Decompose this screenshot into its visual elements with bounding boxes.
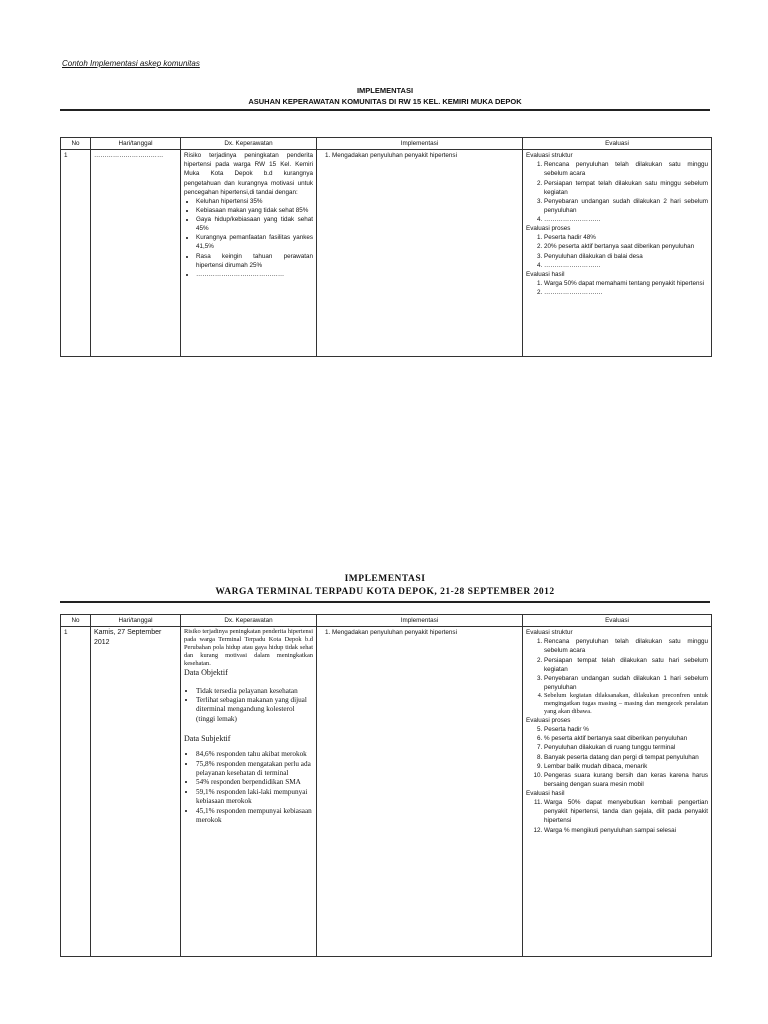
evaluation-result-list — [526, 279, 708, 297]
header-evaluation: Evaluasi — [523, 615, 712, 627]
table-header-row — [61, 138, 712, 150]
list-item: 1. Mengadakan penyuluhan penyakit hipertensi — [332, 151, 519, 160]
list-item: 8. Banyak peserta datang dan pergi di tempat penyuluhan — [544, 753, 708, 762]
list-item: 2. Persiapan tempat telah dilakukan satu minggu sebelum kegiatan — [544, 179, 708, 197]
list-item: 10. Pengeras suara kurang bersih dan keras karena harus bersaing dengan suara mesin mobil — [544, 771, 708, 789]
section2-divider — [60, 601, 710, 603]
list-item: 3. Penyebaran undangan sudah dilakukan 1 hari sebelum penyuluhan — [544, 674, 708, 692]
table-header-row — [61, 615, 712, 627]
list-item: • Rasa keingin tahuan perawatan hipertensi dirumah 25% — [196, 252, 313, 270]
evaluation-process-list — [526, 725, 708, 789]
header-implementation: Implementasi — [317, 138, 523, 150]
cell-implementation — [317, 627, 523, 957]
list-item: 6. % peserta aktif bertanya saat diberikan penyuluhan — [544, 734, 708, 743]
list-item: 4. ……………………… — [544, 261, 708, 270]
list-item: 1. Mengadakan penyuluhan penyakit hipertensi — [332, 628, 519, 637]
list-item: • 75,8% responden mengatakan perlu ada pelayanan kesehatan di terminal — [196, 760, 313, 779]
implementation-list — [320, 151, 519, 160]
header-date: Hari/tanggal — [91, 138, 181, 150]
evaluation-process-list — [526, 233, 708, 270]
list-item: 2. Persiapan tempat telah dilakukan satu hari sebelum kegiatan — [544, 656, 708, 674]
evaluation-result-label: Evaluasi hasil — [526, 790, 565, 797]
list-item: 1. Rencana penyuluhan telah dilakukan satu minggu sebelum acara — [544, 160, 708, 178]
list-item: 2. 20% peserta aktif bertanya saat diberikan penyuluhan — [544, 242, 708, 251]
list-item: 11. Warga 50% dapat menyebutkan kembali pengertian penyakit hipertensi, tanda dan gejala, diit pada penyakit hipertensi — [544, 798, 708, 825]
list-item: 7. Penyuluhan dilakukan di ruang tunggu terminal — [544, 743, 708, 752]
evaluation-process-label: Evaluasi proses — [526, 717, 571, 724]
list-item: 5. Peserta hadir % — [544, 725, 708, 734]
list-item: • Terlihat sebagian makanan yang dijual diterminal mengandung kolesterol (tinggi lemak) — [196, 696, 313, 724]
cell-date: Kamis, 27 September 2012 — [91, 627, 181, 957]
header-evaluation: Evaluasi — [523, 138, 712, 150]
cell-diagnosis — [181, 150, 317, 357]
spacer — [184, 724, 313, 734]
cell-no: 1 — [61, 627, 91, 957]
list-item: 4. ……………………… — [544, 215, 708, 224]
diagnosis-text: Risiko terjadinya peningkatan penderita hipertensi pada warga Terminal Terpadu Kota Depok b.d Perubahan pola hidup atau gaya hidup tidak sehat dan kurang motivasi dalam meningkatkan kesehatan. — [184, 628, 313, 668]
evaluation-structure-list — [526, 160, 708, 224]
list-item: 1. Peserta hadir 48% — [544, 233, 708, 242]
header-no: No — [61, 138, 91, 150]
list-item: 1. Warga 50% dapat memahami tentang penyakit hipertensi — [544, 279, 708, 288]
implementation-list — [320, 628, 519, 637]
list-item: 9. Lembar balik mudah dibaca, menarik — [544, 762, 708, 771]
header-date: Hari/tanggal — [91, 615, 181, 627]
cell-no: 1 — [61, 150, 91, 357]
list-item: 12. Warga % mengikuti penyuluhan sampai selesai — [544, 826, 708, 835]
section2-subtitle: WARGA TERMINAL TERPADU KOTA DEPOK, 21-28 SEPTEMBER 2012 — [215, 587, 555, 597]
list-item: 2. ………………………. — [544, 288, 708, 297]
cell-implementation — [317, 150, 523, 357]
header-diagnosis: Dx. Keperawatan — [181, 615, 317, 627]
header-diagnosis: Dx. Keperawatan — [181, 138, 317, 150]
subjective-data-bullets — [184, 750, 313, 825]
table-row — [61, 150, 712, 357]
evaluation-result-list — [526, 798, 708, 835]
subjective-data-label: Data Subjektif — [184, 733, 231, 743]
evaluation-process-label: Evaluasi proses — [526, 225, 571, 233]
list-item: • Kebiasaan makan yang tidak sehat 85% — [196, 206, 313, 215]
evaluation-result-label: Evaluasi hasil — [526, 270, 565, 278]
list-item: • Kurangnya pemanfaatan fasilitas yankes 41,5% — [196, 233, 313, 251]
section2-table — [60, 614, 712, 957]
header-no: No — [61, 615, 91, 627]
evaluation-structure-label: Evaluasi struktur — [526, 152, 573, 160]
cell-evaluation — [523, 150, 712, 357]
list-item: 3. Penyebaran undangan sudah dilakukan 2 hari sebelum penyuluhan — [544, 197, 708, 215]
list-item: • …………………………………… — [196, 270, 313, 279]
header-implementation: Implementasi — [317, 615, 523, 627]
list-item: • 54% responden berpendidikan SMA — [196, 778, 313, 787]
section1-title: IMPLEMENTASI — [356, 86, 414, 95]
diagnosis-bullets — [184, 197, 313, 279]
cell-evaluation — [523, 627, 712, 957]
evaluation-structure-label: Evaluasi struktur — [526, 629, 573, 637]
document-caption: Contoh Implementasi askep komunitas — [62, 59, 200, 68]
table-row — [61, 627, 712, 957]
objective-data-bullets — [184, 687, 313, 724]
section1-table — [60, 137, 712, 357]
list-item: • 84,6% responden tahu akibat merokok — [196, 750, 313, 759]
list-item: 3. Penyuluhan dilakukan di balai desa — [544, 252, 708, 261]
cell-diagnosis — [181, 627, 317, 957]
list-item: • 59,1% responden laki-laki mempunyai kebiasaan merokok — [196, 788, 313, 807]
section2-title: IMPLEMENTASI — [344, 574, 426, 584]
list-item: • Tidak tersedia pelayanan kesehatan — [196, 687, 313, 696]
list-item: • Gaya hidup/kebiasaan yang tidak sehat 45% — [196, 215, 313, 233]
list-item: • Keluhan hipertensi 35% — [196, 197, 313, 206]
list-item: 4. Sebelum kegiatan dilaksanakan, dilakukan preconfren untuk mengingatkan tugas masing – masing dan mengecek peralatan yang akan dibawa. — [544, 692, 708, 716]
evaluation-structure-list — [526, 637, 708, 716]
section1-subtitle: ASUHAN KEPERAWATAN KOMUNITAS DI RW 15 KEL. KEMIRI MUKA DEPOK — [248, 97, 522, 106]
section1-divider — [60, 109, 710, 111]
cell-date: …………………………… — [91, 150, 181, 357]
diagnosis-text: Risiko terjadinya peningkatan penderita hipertensi pada warga RW 15 Kel. Kemiri Muka Kota Depok b.d kurangnya pengetahuan dan kurangnya motivasi untuk pencegahan hipertensi,di tandai dengan: — [184, 152, 313, 196]
objective-data-label: Data Objektif — [184, 668, 228, 678]
list-item: • 45,1% responden mempunyai kebiasaan merokok — [196, 807, 313, 826]
list-item: 1. Rencana penyuluhan telah dilakukan satu minggu sebelum acara — [544, 637, 708, 655]
